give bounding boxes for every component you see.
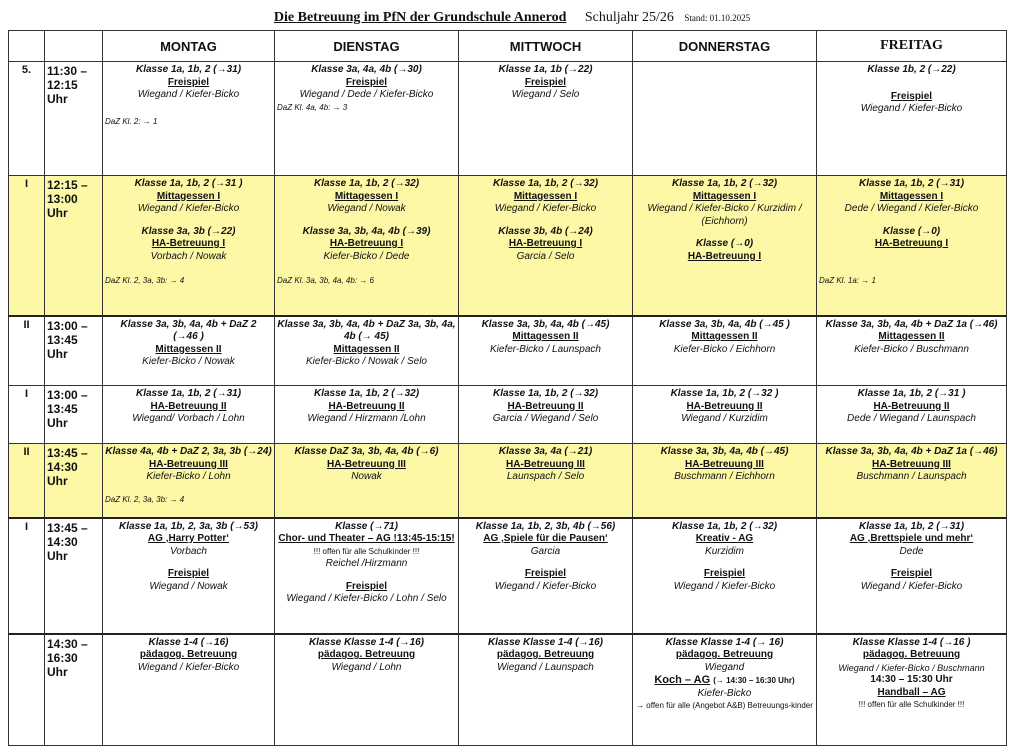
open-note: !!! offen für alle Schulkinder !!!	[313, 546, 420, 556]
slot-cell: Klasse Klasse 1-4 (→16 ) pädagog. Betreuung Wiegand / Kiefer-Bicko / Buschmann 14:30 – 15:30 Uhr Handball – AG !!! offen für alle Schulkinder !!!	[817, 634, 1007, 746]
table-row	[9, 634, 1007, 746]
slot-cell: Klasse 3a, 3b, 4a, 4b (→45 ) Mittagessen II Kiefer-Bicko / Eichhorn	[633, 316, 817, 386]
slot-cell: Klasse 1a, 1b (→22) Freispiel Wiegand / Selo	[459, 62, 633, 176]
koch-note: → offen für alle (Angebot A&B) Betreuungs-kinder	[636, 701, 813, 710]
school-year: Schuljahr 25/26	[584, 10, 674, 25]
slot-cell: Klasse 1a, 1b, 2 (→31) HA-Betreuung II Wiegand/ Vorbach / Lohn	[103, 386, 275, 444]
document-title: Die Betreuung im PfN der Grundschule Annerod	[273, 10, 567, 25]
slot-cell: Klasse Klasse 1-4 (→ 16) pädagog. Betreuung Wiegand Koch – AG (→ 14:30 – 16:30 Uhr) Kiefer-Bicko → offen für alle (Angebot A&B) Betreuungs-kinder	[633, 634, 817, 746]
slot-cell: Klasse 3a, 4a, 4b (→30) Freispiel Wiegand / Dede / Kiefer-Bicko DaZ Kl. 4a, 4b: → 3	[275, 62, 459, 176]
table-row	[9, 518, 1007, 634]
slot-cell: Klasse 1a, 1b, 2, 3b, 4b (→56) AG ‚Spiele für die Pausen‘ Garcia Freispiel Wiegand / Kiefer-Bicko	[459, 518, 633, 634]
handball-note: !!! offen für alle Schulkinder !!!	[858, 700, 965, 709]
document-header	[0, 8, 1024, 26]
slot-cell: Klasse 3a, 3b, 4a, 4b (→45) HA-Betreuung III Buschmann / Eichhorn	[633, 444, 817, 518]
handball-ag: Handball – AG	[877, 686, 946, 698]
day-header-wednesday: MITTWOCH	[459, 31, 633, 62]
slot-cell: Klasse (→71) Chor- und Theater – AG !13:45-15:15! !!! offen für alle Schulkinder !!! Reichel /Hirzmann Freispiel Wiegand / Kiefer-Bicko / Lohn / Selo	[275, 518, 459, 634]
time-cell: 13:00 – 13:45 Uhr	[45, 386, 103, 444]
slot-cell: Klasse 1b, 2 (→22) Freispiel Wiegand / Kiefer-Bicko	[817, 62, 1007, 176]
day-header-row	[9, 31, 1007, 62]
daz-note: DaZ Kl. 2, 3a, 3b: → 4	[105, 494, 185, 504]
slot-cell-empty	[633, 62, 817, 176]
slot-cell: Klasse 1a, 1b, 2 (→32) HA-Betreuung II Garcia / Wiegand / Selo	[459, 386, 633, 444]
time-cell: 14:30 – 16:30 Uhr	[45, 634, 103, 746]
table-row	[9, 176, 1007, 316]
day-header-monday: MONTAG	[103, 31, 275, 62]
slot-cell: Klasse 1-4 (→16) pädagog. Betreuung Wiegand / Kiefer-Bicko	[103, 634, 275, 746]
slot-cell: Klasse 1a, 1b, 2 (→31) Mittagessen I Dede / Wiegand / Kiefer-Bicko Klasse (→0) HA-Betreuung I DaZ Kl. 1a: → 1	[817, 176, 1007, 316]
koch-ag: Koch – AG (→ 14:30 – 16:30 Uhr)	[654, 674, 795, 686]
slot-cell: Klasse 1a, 1b, 2 (→32 ) HA-Betreuung II Wiegand / Kurzidim	[633, 386, 817, 444]
slot-cell: Klasse DaZ 3a, 3b, 4a, 4b (→6) HA-Betreuung III Nowak	[275, 444, 459, 518]
period-cell: 5.	[9, 62, 45, 176]
time-cell: 11:30 – 12:15 Uhr	[45, 62, 103, 176]
stand-date: Stand: 01.10.2025	[684, 13, 751, 23]
table-row	[9, 62, 1007, 176]
period-cell: II	[9, 316, 45, 386]
slot-cell: Klasse 1a, 1b, 2 (→31 ) Mittagessen I Wiegand / Kiefer-Bicko Klasse 3a, 3b (→22) HA-Betreuung I Vorbach / Nowak DaZ Kl. 2, 3a, 3b: → 4	[103, 176, 275, 316]
table-row	[9, 386, 1007, 444]
slot-cell: Klasse Klasse 1-4 (→16) pädagog. Betreuung Wiegand / Lohn	[275, 634, 459, 746]
time-cell: 13:45 – 14:30 Uhr	[45, 518, 103, 634]
slot-cell: Klasse 3a, 3b, 4a, 4b + DaZ 3a, 3b, 4a, 4b (→ 45) Mittagessen II Kiefer-Bicko / Nowak / Selo	[275, 316, 459, 386]
slot-cell: Klasse 1a, 1b, 2 (→32) Mittagessen I Wiegand / Kiefer-Bicko Klasse 3b, 4b (→24) HA-Betreuung I Garcia / Selo	[459, 176, 633, 316]
slot-cell: Klasse 1a, 1b, 2 (→32) Mittagessen I Wiegand / Nowak Klasse 3a, 3b, 4a, 4b (→39) HA-Betreuung I Kiefer-Bicko / Dede DaZ Kl. 3a, 3b, 4a, 4b: → 6	[275, 176, 459, 316]
slot-cell: Klasse 1a, 1b, 2 (→32) Kreativ - AG Kurzidim Freispiel Wiegand / Kiefer-Bicko	[633, 518, 817, 634]
slot-cell: Klasse 1a, 1b, 2 (→31 ) HA-Betreuung II Dede / Wiegand / Launspach	[817, 386, 1007, 444]
slot-cell: Klasse Klasse 1-4 (→16) pädagog. Betreuung Wiegand / Launspach	[459, 634, 633, 746]
time-header	[45, 31, 103, 62]
slot-cell: Klasse 1a, 1b, 2 (→31) AG ‚Brettspiele und mehr‘ Dede Freispiel Wiegand / Kiefer-Bicko	[817, 518, 1007, 634]
slot-cell: Klasse 1a, 1b, 2 (→32) Mittagessen I Wiegand / Kiefer-Bicko / Kurzidim / (Eichhorn) Klasse (→0) HA-Betreuung I	[633, 176, 817, 316]
time-cell: 13:00 – 13:45 Uhr	[45, 316, 103, 386]
period-cell	[9, 634, 45, 746]
daz-note: DaZ Kl. 4a, 4b: → 3	[277, 102, 348, 112]
time-cell: 12:15 – 13:00 Uhr	[45, 176, 103, 316]
period-cell: I	[9, 386, 45, 444]
period-cell: I	[9, 518, 45, 634]
slot-cell: Klasse 3a, 3b, 4a, 4b + DaZ 1a (→46) HA-Betreuung III Buschmann / Launspach	[817, 444, 1007, 518]
slot-cell: Klasse 3a, 3b, 4a, 4b + DaZ 1a (→46) Mittagessen II Kiefer-Bicko / Buschmann	[817, 316, 1007, 386]
period-header	[9, 31, 45, 62]
period-cell: I	[9, 176, 45, 316]
slot-cell: Klasse 3a, 4a (→21) HA-Betreuung III Launspach / Selo	[459, 444, 633, 518]
day-header-friday: FREITAG	[817, 31, 1007, 62]
slot-cell: Klasse 1a, 1b, 2 (→32) HA-Betreuung II Wiegand / Hirzmann /Lohn	[275, 386, 459, 444]
day-header-tuesday: DIENSTAG	[275, 31, 459, 62]
daz-note: DaZ Kl. 3a, 3b, 4a, 4b: → 6	[277, 276, 374, 285]
handball-time: 14:30 – 15:30 Uhr	[870, 674, 953, 685]
table-row	[9, 316, 1007, 386]
period-cell: II	[9, 444, 45, 518]
daz-note: DaZ Kl. 1a: → 1	[819, 275, 876, 285]
daz-note: DaZ Kl. 2, 3a, 3b: → 4	[105, 276, 185, 285]
schedule-table	[8, 30, 1007, 746]
slot-cell: Klasse 1a, 1b, 2, 3a, 3b (→53) AG ‚Harry Potter‘ Vorbach Freispiel Wiegand / Nowak	[103, 518, 275, 634]
slot-cell: Klasse 3a, 3b, 4a, 4b (→45) Mittagessen II Kiefer-Bicko / Launspach	[459, 316, 633, 386]
time-cell: 13:45 – 14:30 Uhr	[45, 444, 103, 518]
slot-cell: Klasse 1a, 1b, 2 (→31) Freispiel Wiegand / Kiefer-Bicko DaZ Kl. 2: → 1	[103, 62, 275, 176]
table-row	[9, 444, 1007, 518]
day-header-thursday: DONNERSTAG	[633, 31, 817, 62]
slot-cell: Klasse 3a, 3b, 4a, 4b + DaZ 2 (→46 ) Mittagessen II Kiefer-Bicko / Nowak	[103, 316, 275, 386]
daz-note: DaZ Kl. 2: → 1	[105, 116, 158, 126]
slot-cell: Klasse 4a, 4b + DaZ 2, 3a, 3b (→24) HA-Betreuung III Kiefer-Bicko / Lohn DaZ Kl. 2, 3a, 3b: → 4	[103, 444, 275, 518]
